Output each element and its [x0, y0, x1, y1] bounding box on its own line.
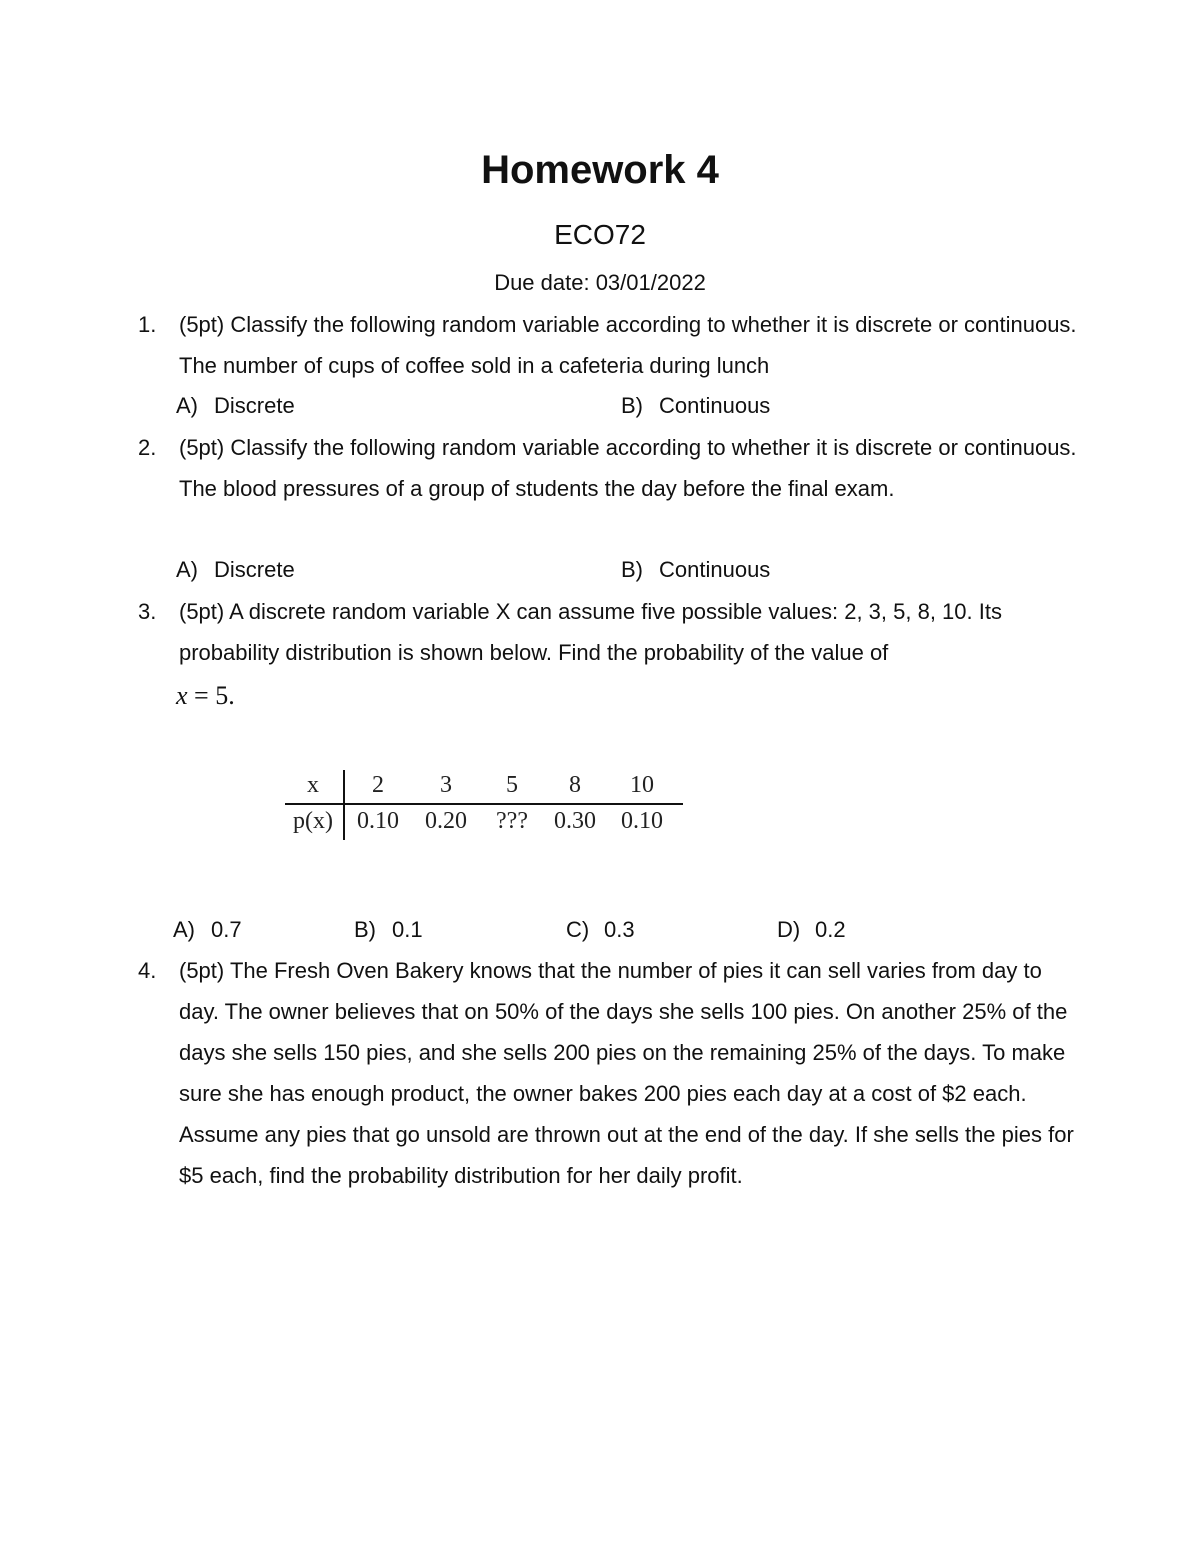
option-text: Continuous: [659, 393, 771, 418]
option-label: B): [621, 393, 643, 418]
question-number: 1.: [138, 312, 157, 337]
question-text: (5pt) Classify the following random variable according to whether it is discrete or continuous. The blood pressures of a group of students the day before the final exam.: [179, 435, 1077, 501]
question-1-option-b: [621, 389, 770, 423]
table-row-header-x: x: [307, 772, 319, 798]
probability-table: [285, 768, 685, 840]
table-row-header-p: p(x): [293, 808, 333, 834]
table-cell-p: 0.10: [621, 808, 663, 834]
table-cell-p: 0.10: [357, 808, 399, 834]
option-text: Discrete: [214, 557, 295, 582]
option-label: B): [354, 917, 376, 942]
question-text: (5pt) A discrete random variable X can assume five possible values: 2, 3, 5, 8, 10. Its probability distribution is shown below. Find the probability of the value of: [179, 599, 1002, 665]
question-text: (5pt) The Fresh Oven Bakery knows that the number of pies it can sell varies from day to day. The owner believes that on 50% of the days she sells 100 pies. On another 25% of the days she sells 150 pies, and she sells 200 pies on the remaining 25% of the days. To make sure she has enough product, the owner bakes 200 pies each day at a cost of $2 each. Assume any pies that go unsold are thrown out at the end of the day. If she sells the pies for $5 each, find the probability distribution for her daily profit.: [179, 958, 1074, 1188]
question-2: [138, 427, 1098, 550]
question-1: [138, 304, 1098, 386]
page-title: Homework 4: [481, 148, 719, 192]
question-2-option-a: [176, 553, 295, 587]
table-cell-x: 2: [372, 772, 384, 798]
question-3-option-d: [777, 913, 846, 947]
option-label: A): [176, 557, 198, 582]
question-text: (5pt) Classify the following random variable according to whether it is discrete or continuous. The number of cups of coffee sold in a cafeteria during lunch: [179, 312, 1077, 378]
table-cell-x: 3: [440, 772, 452, 798]
math-expression: = 5.: [187, 681, 235, 710]
option-text: 0.3: [604, 917, 635, 942]
question-number: 2.: [138, 435, 157, 460]
option-label: D): [777, 917, 801, 942]
question-3-option-a: [173, 913, 242, 947]
course-code: ECO72: [554, 219, 646, 250]
table-cell-x: 5: [506, 772, 518, 798]
table-cell-x: 8: [569, 772, 581, 798]
due-date: Due date: 03/01/2022: [494, 270, 706, 295]
math-variable: x: [176, 681, 188, 710]
table-cell-p: ???: [496, 808, 528, 834]
option-label: B): [621, 557, 643, 582]
table-cell-p: 0.20: [425, 808, 467, 834]
question-1-option-a: [176, 389, 295, 423]
question-number: 4.: [138, 958, 157, 983]
equation-x-equals-5: [176, 676, 235, 716]
option-label: C): [566, 917, 590, 942]
question-3-option-c: [566, 913, 635, 947]
option-text: 0.7: [211, 917, 242, 942]
table-cell-x: 10: [630, 772, 654, 798]
table-cell-p: 0.30: [554, 808, 596, 834]
option-label: A): [176, 393, 198, 418]
question-number: 3.: [138, 599, 157, 624]
question-2-option-b: [621, 553, 770, 587]
question-3-option-b: [354, 913, 423, 947]
option-text: Discrete: [214, 393, 295, 418]
option-text: 0.1: [392, 917, 423, 942]
question-3: [138, 591, 1098, 673]
question-4: [138, 950, 1098, 1240]
option-text: 0.2: [815, 917, 846, 942]
option-label: A): [173, 917, 195, 942]
option-text: Continuous: [659, 557, 771, 582]
